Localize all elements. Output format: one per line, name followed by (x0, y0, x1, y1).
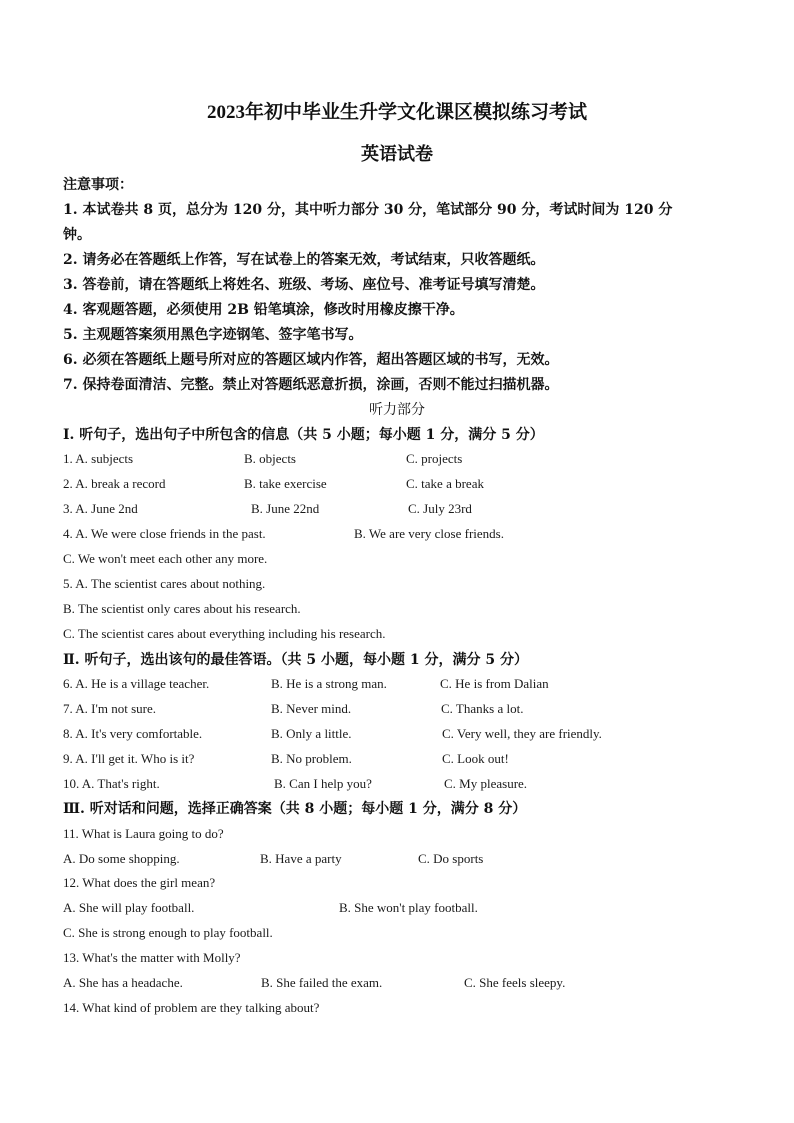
q3-option-c: C. July 23rd (408, 501, 472, 516)
q6-option-a: 6. A. He is a village teacher. (63, 676, 210, 691)
q7-option-c: C. Thanks a lot. (441, 701, 524, 716)
q3-option-b: B. June 22nd (251, 501, 320, 516)
q12-stem: 12. What does the girl mean? (63, 875, 216, 890)
notice-heading: 注意事项： (63, 177, 133, 193)
q11-option-c: C. Do sports (418, 851, 484, 866)
q9-option-b: B. No problem. (271, 751, 352, 766)
notice-item: 2. 请务必在答题纸上作答，写在试卷上的答案无效，考试结束，只收答题纸。 (63, 252, 545, 268)
q8-option-c: C. Very well, they are friendly. (442, 726, 602, 741)
section-1-heading: Ⅰ. 听句子，选出句子中所包含的信息（共 5 小题；每小题 1 分，满分 5 分） (63, 427, 544, 443)
q13-option-a: A. She has a headache. (63, 975, 183, 990)
q1-option-a: 1. A. subjects (63, 451, 134, 466)
q4-option-b: B. We are very close friends. (354, 526, 504, 541)
q5-option-b: B. The scientist only cares about his research. (63, 601, 301, 616)
q11-option-a: A. Do some shopping. (63, 851, 180, 866)
q11-option-b: B. Have a party (260, 851, 342, 866)
q10-option-b: B. Can I help you? (274, 776, 372, 791)
q7-option-b: B. Never mind. (271, 701, 352, 716)
q13-option-b: B. She failed the exam. (261, 975, 383, 990)
q2-option-a: 2. A. break a record (63, 476, 166, 491)
q12-option-b: B. She won't play football. (339, 900, 478, 915)
q10-option-c: C. My pleasure. (444, 776, 528, 791)
q2-option-b: B. take exercise (244, 476, 327, 491)
notice-item: 6. 必须在答题纸上题号所对应的答题区域内作答，超出答题区域的书写，无效。 (63, 352, 559, 368)
notice-item: 7. 保持卷面清洁、完整。禁止对答题纸恶意折损，涂画，否则不能过扫描机器。 (63, 377, 559, 393)
q7-option-a: 7. A. I'm not sure. (63, 701, 156, 716)
q5-option-a: 5. A. The scientist cares about nothing. (63, 576, 266, 591)
q13-stem: 13. What's the matter with Molly? (63, 950, 241, 965)
notice-item: 3. 答卷前，请在答题纸上将姓名、班级、考场、座位号、准考证号填写清楚。 (63, 277, 545, 293)
q1-option-b: B. objects (244, 451, 296, 466)
q10-option-a: 10. A. That's right. (63, 776, 160, 791)
q1-option-c: C. projects (406, 451, 463, 466)
notice-item: 1. 本试卷共 8 页，总分为 120 分，其中听力部分 30 分，笔试部分 90 分，考试时间为 120 分 (63, 202, 673, 218)
q8-option-a: 8. A. It's very comfortable. (63, 726, 203, 741)
exam-subtitle: 英语试卷 (361, 144, 433, 164)
q2-option-c: C. take a break (406, 476, 484, 491)
section-2-heading: Ⅱ. 听句子，选出该句的最佳答语。（共 5 小题，每小题 1 分，满分 5 分） (63, 652, 529, 668)
q14-stem: 14. What kind of problem are they talking about? (63, 1000, 320, 1015)
q3-option-a: 3. A. June 2nd (63, 501, 138, 516)
q4-option-a: 4. A. We were close friends in the past. (63, 526, 266, 541)
listening-section-label: 听力部分 (369, 402, 425, 418)
q12-option-c: C. She is strong enough to play football. (63, 925, 273, 940)
q11-stem: 11. What is Laura going to do? (63, 826, 224, 841)
q6-option-b: B. He is a strong man. (271, 676, 387, 691)
q9-option-c: C. Look out! (442, 751, 509, 766)
notice-item: 5. 主观题答案须用黑色字迹钢笔、签字笔书写。 (63, 327, 363, 343)
q6-option-c: C. He is from Dalian (440, 676, 549, 691)
q4-option-c: C. We won't meet each other any more. (63, 551, 268, 566)
q8-option-b: B. Only a little. (271, 726, 352, 741)
q13-option-c: C. She feels sleepy. (464, 975, 566, 990)
q9-option-a: 9. A. I'll get it. Who is it? (63, 751, 195, 766)
q12-option-a: A. She will play football. (63, 900, 195, 915)
notice-item: 4. 客观题答题，必须使用 2B 铅笔填涂，修改时用橡皮擦干净。 (63, 302, 464, 318)
section-3-heading: Ⅲ. 听对话和问题，选择正确答案（共 8 小题；每小题 1 分，满分 8 分） (63, 801, 527, 817)
q5-option-c: C. The scientist cares about everything including his research. (63, 626, 386, 641)
exam-title: 2023年初中毕业生升学文化课区模拟练习考试 (206, 102, 587, 123)
notice-item: 钟。 (63, 227, 91, 243)
